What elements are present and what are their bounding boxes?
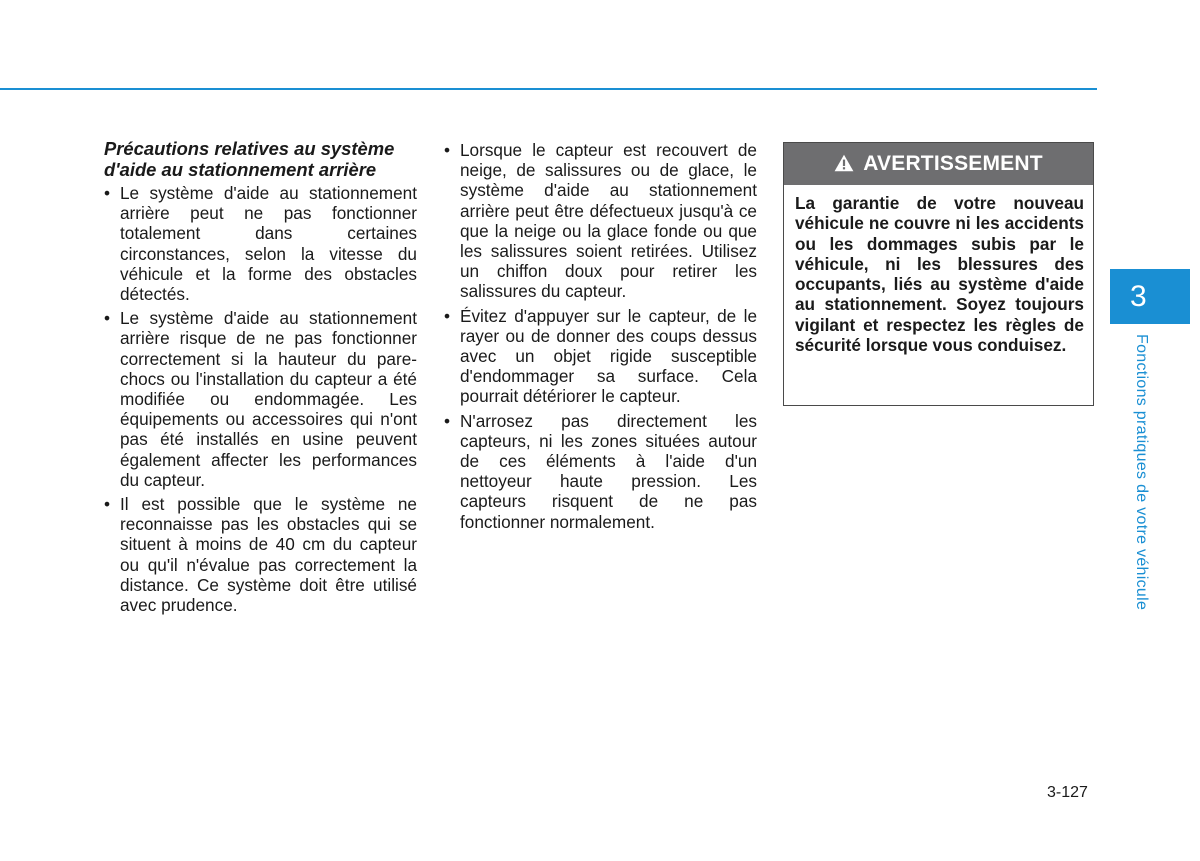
list-item-text: Le système d'aide au stationnement arrière peut ne pas fonctionner totalement dans certaines circonstances, selon la vitesse du véhicule et la forme des obstacles détectés.: [120, 183, 417, 305]
bullet-icon: •: [104, 183, 111, 203]
list-item-text: Évitez d'appuyer sur le capteur, de le rayer ou de donner des coups dessus avec un objet rigide susceptible d'endommager sa surface. Cela pourrait détériorer le capteur.: [460, 305, 757, 407]
bullet-list-middle: [444, 140, 757, 532]
bullet-icon: •: [104, 308, 111, 329]
chapter-title: Fonctions pratiques de votre véhicule: [1133, 334, 1150, 611]
text-column-left: [104, 138, 417, 619]
chapter-tab: [1110, 269, 1190, 324]
list-item: [104, 494, 417, 615]
warning-header: [784, 143, 1093, 185]
section-title: Précautions relatives au système d'aide au stationnement arrière: [104, 138, 395, 180]
page-number: 3-127: [1047, 784, 1088, 801]
text-column-middle: [444, 140, 757, 536]
bullet-icon: •: [444, 305, 451, 326]
warning-title: AVERTISSEMENT: [863, 152, 1043, 175]
list-item: [444, 140, 757, 302]
header-rule: [0, 88, 1097, 90]
chapter-number: 3: [1130, 279, 1147, 313]
bullet-icon: •: [444, 140, 451, 160]
list-item-text: Il est possible que le système ne reconnaisse pas les obstacles qui se situent à moins de 40 cm du capteur ou qu'il n'évalue pas correctement la distance. Ce système doit être utilisé avec prudence.: [120, 494, 417, 616]
list-item: [444, 306, 757, 407]
list-item: [104, 183, 417, 304]
bullet-icon: •: [444, 410, 451, 431]
warning-triangle-icon: [834, 154, 854, 172]
list-item: [104, 308, 417, 490]
list-item: [444, 411, 757, 532]
warning-body: La garantie de votre nouveau véhicule ne couvre ni les accidents ou les dommages subis par le véhicule, ni les blessures des occupants, liés au système d'aide au stationnement. Soyez toujours vigilant et respectez les règles de sécurité lorsque vous conduisez.: [795, 193, 1084, 356]
bullet-list-left: [104, 183, 417, 615]
warning-box: [783, 142, 1094, 406]
list-item-text: Lorsque le capteur est recouvert de neige, de salissures ou de glace, le système d'aide au stationnement arrière peut être défectueux jusqu'à ce que la neige ou la glace fonde ou que les salissures soient retirées. Utilisez un chiffon doux pour retirer les salissures du capteur.: [460, 140, 757, 302]
list-item-text: N'arrosez pas directement les capteurs, ni les zones situées autour de ces éléments à l'aide d'un nettoyeur haute pression. Les capteurs risquent de ne pas fonctionner normalement.: [460, 410, 757, 532]
bullet-icon: •: [104, 494, 111, 515]
list-item-text: Le système d'aide au stationnement arrière risque de ne pas fonctionner correctement si la hauteur du pare-chocs ou l'installation du capteur a été modifiée ou endommagée. Les équipements ou accessoires qui n'ont pas été installés en usine peuvent également affecter les performances du capteur.: [120, 308, 417, 490]
